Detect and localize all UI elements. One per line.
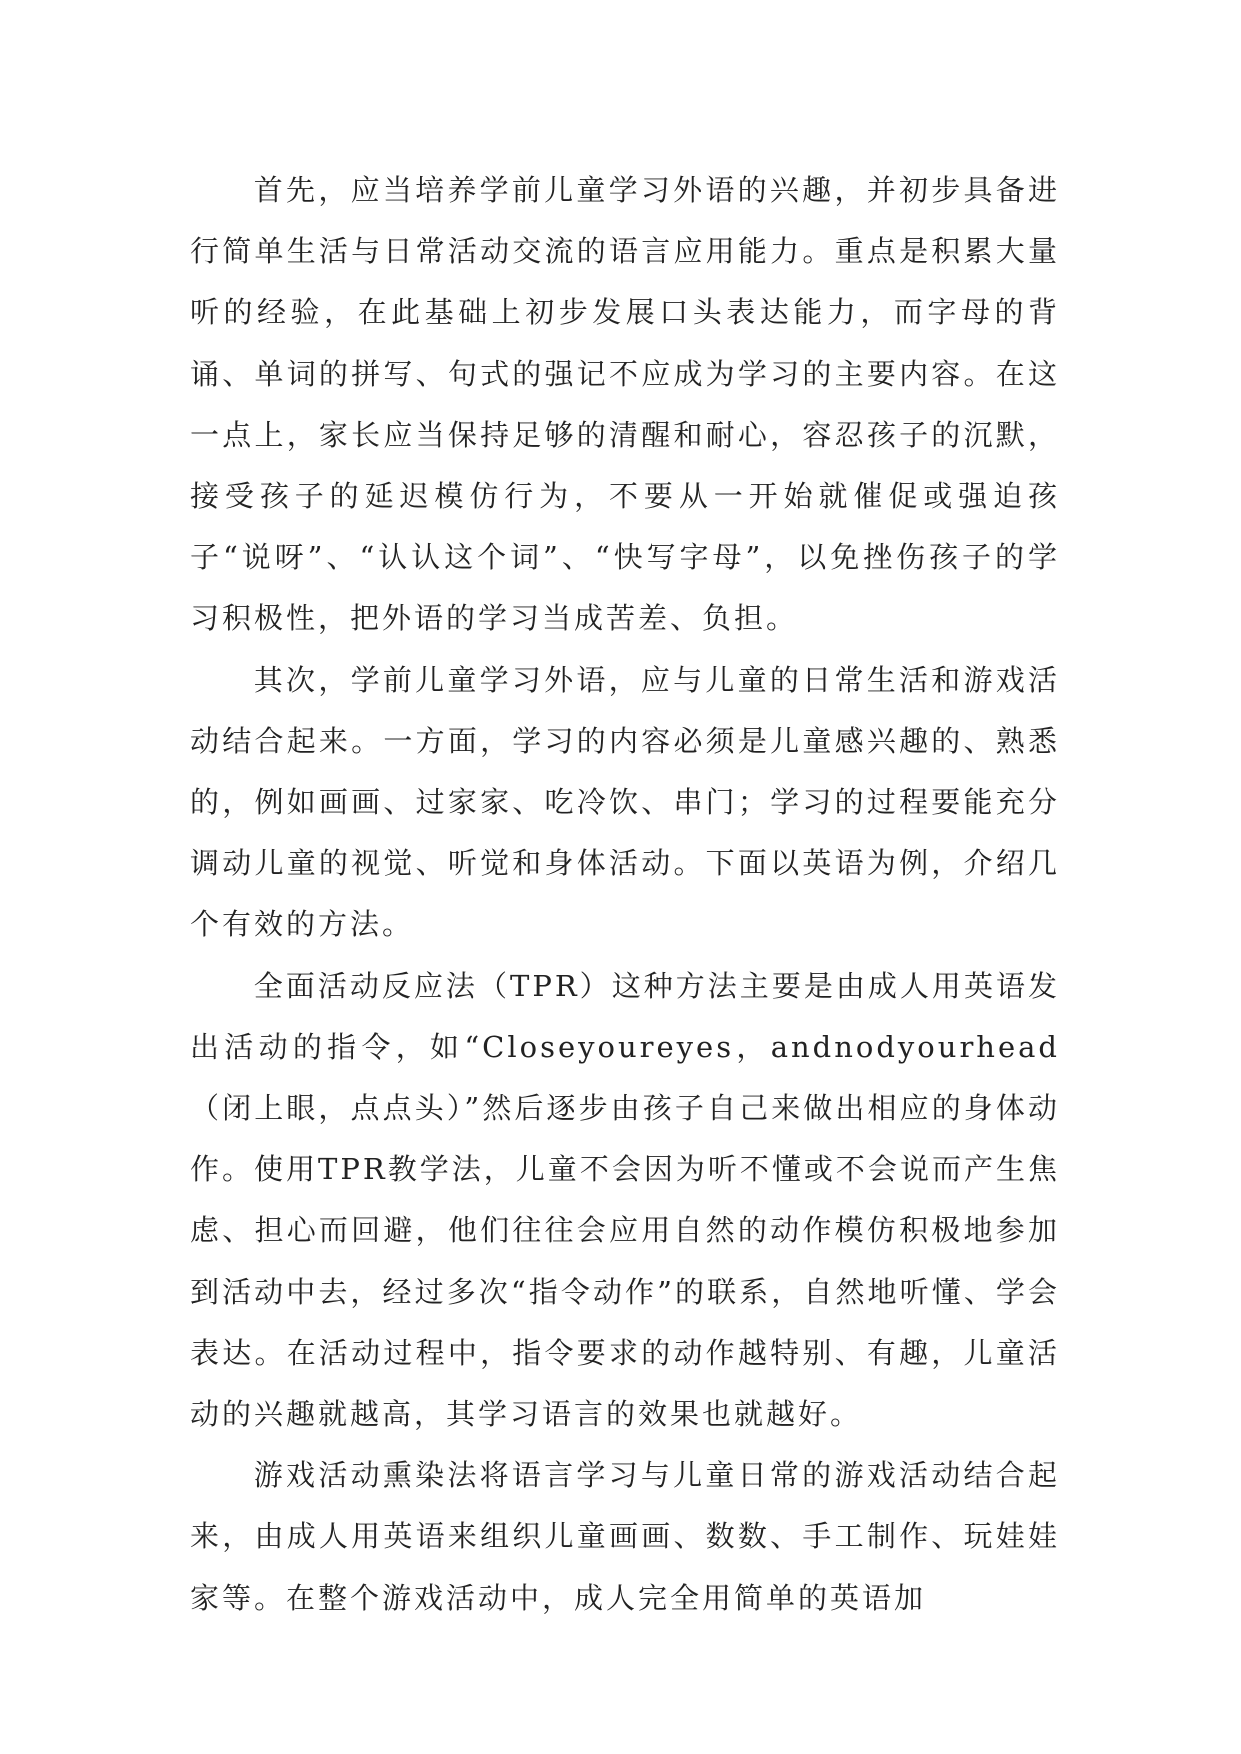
paragraph-game-method: 游戏活动熏染法将语言学习与儿童日常的游戏活动结合起来，由成人用英语来组织儿童画画、数数、手工制作、玩娃娃家等。在整个游戏活动中，成人完全用简单的英语加	[190, 1458, 1060, 1615]
body-text	[190, 160, 1060, 1629]
paragraph-tpr-method: 全面活动反应法（TPR）这种方法主要是由成人用英语发出活动的指令，如“Closeyoureyes，andnodyourhead（闭上眼，点点头）”然后逐步由孩子自己来做出相应的身体动作。使用TPR教学法，儿童不会因为听不懂或不会说而产生焦虑、担心而回避，他们往往会应用自然的动作模仿积极地参加到活动中去，经过多次“指令动作”的联系，自然地听懂、学会表达。在活动过程中，指令要求的动作越特别、有趣，儿童活动的兴趣就越高，其学习语言的效果也就越好。	[190, 968, 1060, 1432]
paragraph-daily-life: 其次，学前儿童学习外语，应与儿童的日常生活和游戏活动结合起来。一方面，学习的内容必须是儿童感兴趣的、熟悉的，例如画画、过家家、吃冷饮、串门；学习的过程要能充分调动儿童的视觉、听觉和身体活动。下面以英语为例，介绍几个有效的方法。	[190, 662, 1060, 942]
paragraph-interest: 首先，应当培养学前儿童学习外语的兴趣，并初步具备进行简单生活与日常活动交流的语言应用能力。重点是积累大量听的经验，在此基础上初步发展口头表达能力，而字母的背诵、单词的拼写、句式的强记不应成为学习的主要内容。在这一点上，家长应当保持足够的清醒和耐心，容忍孩子的沉默，接受孩子的延迟模仿行为，不要从一开始就催促或强迫孩子“说呀”、“认认这个词”、“快写字母”，以免挫伤孩子的学习积极性，把外语的学习当成苦差、负担。	[190, 173, 1060, 636]
